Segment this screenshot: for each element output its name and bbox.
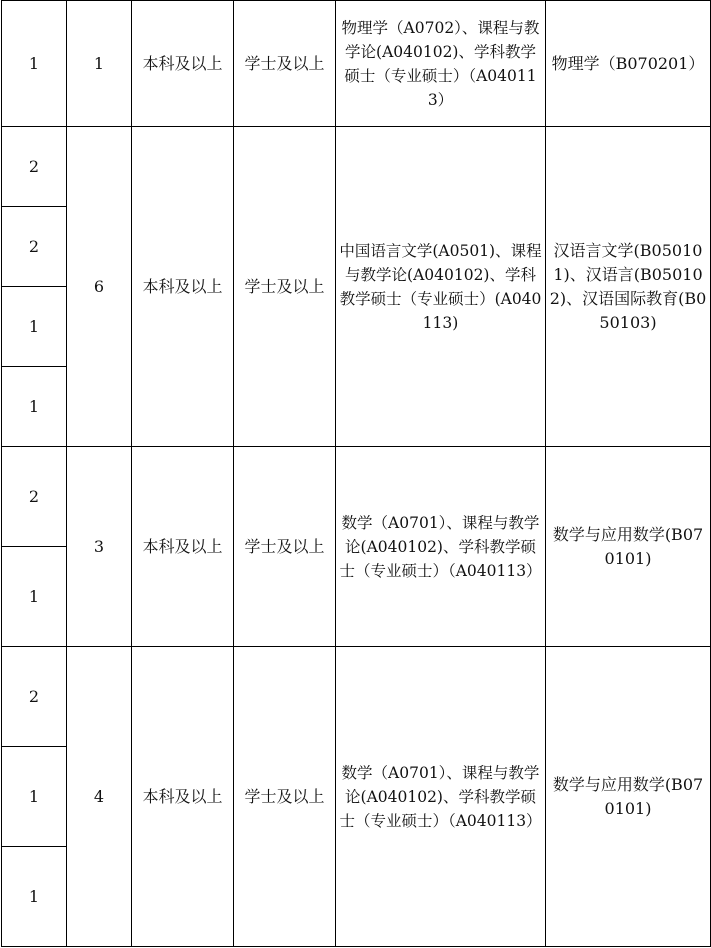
subcount-cell: 2 bbox=[2, 207, 67, 287]
count-cell: 3 bbox=[67, 447, 132, 647]
subcount-cell: 2 bbox=[2, 447, 67, 547]
subcount-cell: 1 bbox=[2, 367, 67, 447]
degree-cell: 学士及以上 bbox=[234, 447, 336, 647]
subcount-cell: 1 bbox=[2, 287, 67, 367]
undergrad-major-cell: 汉语言文学(B050101)、汉语言(B050102)、汉语国际教育(B050103) bbox=[546, 127, 711, 447]
recruitment-table bbox=[1, 0, 711, 947]
education-cell: 本科及以上 bbox=[132, 1, 234, 127]
degree-cell: 学士及以上 bbox=[234, 1, 336, 127]
table-row bbox=[2, 647, 711, 747]
table-row bbox=[2, 1, 711, 127]
undergrad-major-cell: 数学与应用数学(B070101) bbox=[546, 647, 711, 947]
education-cell: 本科及以上 bbox=[132, 447, 234, 647]
subcount-cell: 1 bbox=[2, 547, 67, 647]
grad-major-cell: 数学（A0701）、课程与教学论(A040102)、学科教学硕士（专业硕士）（A040113） bbox=[336, 447, 546, 647]
subcount-cell: 1 bbox=[2, 847, 67, 947]
education-cell: 本科及以上 bbox=[132, 647, 234, 947]
table-row bbox=[2, 447, 711, 547]
count-cell: 6 bbox=[67, 127, 132, 447]
subcount-cell: 1 bbox=[2, 747, 67, 847]
count-cell: 4 bbox=[67, 647, 132, 947]
undergrad-major-cell: 物理学（B070201） bbox=[546, 1, 711, 127]
subcount-cell: 1 bbox=[2, 1, 67, 127]
degree-cell: 学士及以上 bbox=[234, 127, 336, 447]
undergrad-major-cell: 数学与应用数学(B070101) bbox=[546, 447, 711, 647]
subcount-cell: 2 bbox=[2, 647, 67, 747]
degree-cell: 学士及以上 bbox=[234, 647, 336, 947]
grad-major-cell: 中国语言文学(A0501)、课程与教学论(A040102)、学科教学硕士（专业硕士）(A040113) bbox=[336, 127, 546, 447]
grad-major-cell: 物理学（A0702）、课程与教学论(A040102)、学科教学硕士（专业硕士）（A040113） bbox=[336, 1, 546, 127]
grad-major-cell: 数学（A0701）、课程与教学论(A040102)、学科教学硕士（专业硕士）（A040113） bbox=[336, 647, 546, 947]
count-cell: 1 bbox=[67, 1, 132, 127]
table-row bbox=[2, 127, 711, 207]
education-cell: 本科及以上 bbox=[132, 127, 234, 447]
subcount-cell: 2 bbox=[2, 127, 67, 207]
